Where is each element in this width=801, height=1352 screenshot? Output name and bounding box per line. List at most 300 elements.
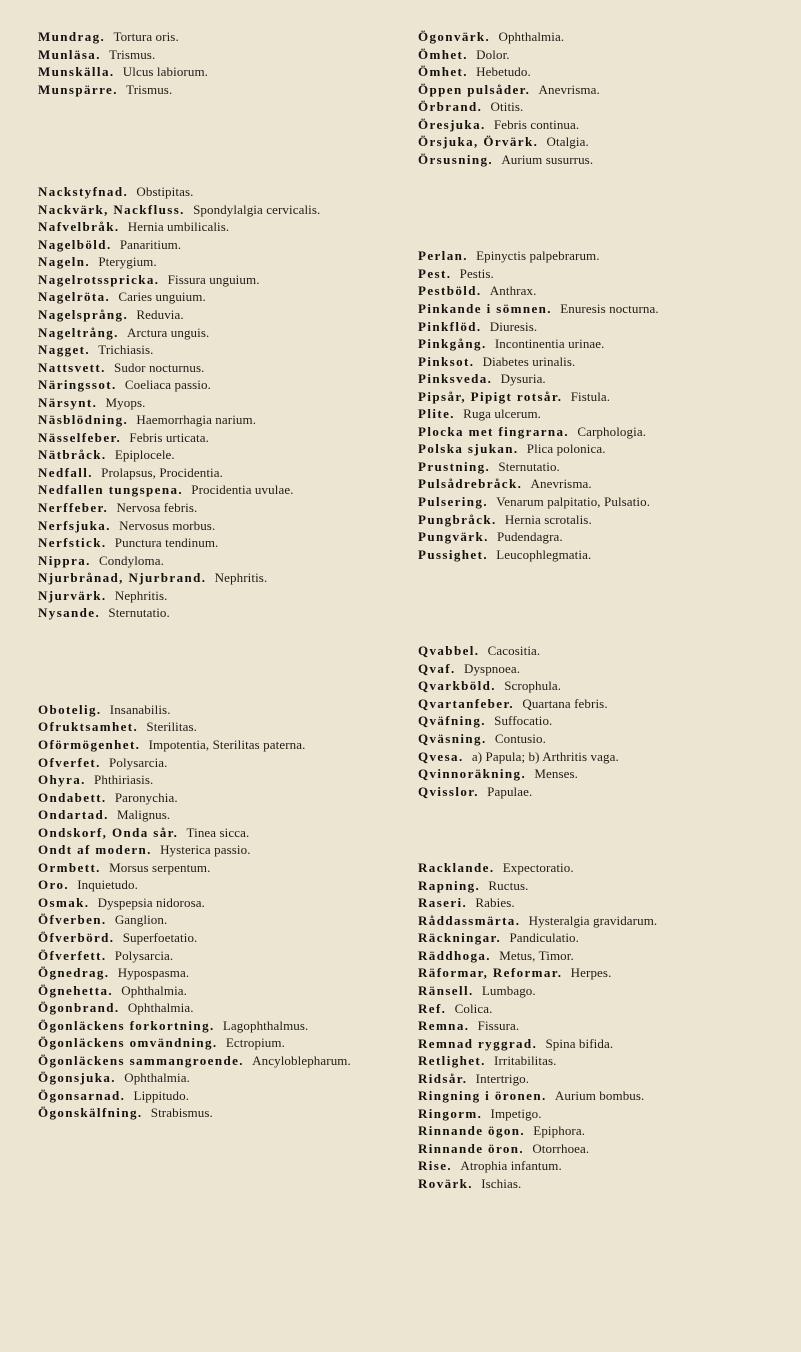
entry-separator bbox=[120, 1000, 123, 1015]
entry-term: Munskälla. bbox=[38, 64, 115, 80]
entry-definition: Ophthalmia. bbox=[127, 1000, 194, 1016]
entry-separator bbox=[69, 877, 72, 892]
entry-separator bbox=[492, 371, 495, 386]
entry-separator bbox=[119, 325, 122, 340]
dictionary-entry bbox=[418, 783, 776, 801]
entry-term: Räckningar. bbox=[418, 930, 502, 946]
dictionary-entry bbox=[38, 754, 396, 772]
entry-term: Ögonvärk. bbox=[418, 29, 491, 44]
entry-separator bbox=[501, 930, 504, 945]
entry-separator bbox=[108, 500, 111, 515]
dictionary-entry bbox=[418, 300, 776, 318]
dictionary-entry bbox=[38, 999, 396, 1017]
entry-term: Remna. bbox=[418, 1018, 470, 1034]
entry-separator bbox=[480, 878, 483, 893]
entry-separator bbox=[486, 117, 489, 132]
entry-term: Nedfall. bbox=[38, 464, 93, 480]
entry-definition: Rabies. bbox=[475, 895, 515, 911]
entry-separator bbox=[107, 790, 110, 805]
entry-term: Näsblödning. bbox=[38, 412, 129, 428]
entry-separator bbox=[493, 152, 496, 167]
entry-term: Ref. bbox=[418, 1000, 447, 1016]
entry-definition: Hysteralgia gravidarum. bbox=[528, 912, 658, 928]
dictionary-entry bbox=[418, 493, 776, 511]
section-gap bbox=[418, 800, 776, 859]
entry-definition: Colica. bbox=[454, 1000, 493, 1016]
dictionary-entry bbox=[418, 765, 776, 783]
entry-term: Ömhet. bbox=[418, 64, 468, 80]
entry-definition: Prolapsus, Procidentia. bbox=[101, 464, 223, 480]
entry-definition: Sternutatio. bbox=[498, 458, 560, 474]
entry-separator bbox=[537, 1036, 540, 1051]
entry-term: Oro. bbox=[38, 877, 69, 893]
entry-definition: Spina bifida. bbox=[545, 1035, 614, 1051]
entry-separator bbox=[569, 424, 572, 439]
entry-separator bbox=[128, 412, 131, 427]
entry-separator bbox=[538, 134, 541, 149]
entry-term: Nagelröta. bbox=[38, 289, 111, 305]
dictionary-entry bbox=[38, 824, 396, 842]
entry-definition: Panaritium. bbox=[119, 236, 182, 252]
entry-definition: Trismus. bbox=[109, 46, 156, 62]
entry-separator bbox=[496, 678, 499, 693]
dictionary-entry bbox=[38, 947, 396, 965]
entry-definition: Reduvia. bbox=[136, 307, 184, 323]
entry-separator bbox=[218, 1035, 221, 1050]
entry-separator bbox=[115, 64, 118, 79]
entry-term: Plocka met fingrarna. bbox=[418, 423, 570, 439]
dictionary-entry bbox=[418, 81, 776, 99]
entry-definition: Hysterica passio. bbox=[160, 842, 251, 858]
dictionary-entry bbox=[38, 183, 396, 201]
entry-separator bbox=[479, 643, 482, 658]
entry-term: Öppen pulsåder. bbox=[418, 81, 531, 97]
entry-term: Nippra. bbox=[38, 552, 91, 568]
entry-separator bbox=[487, 731, 490, 746]
entry-term: Plite. bbox=[418, 406, 455, 422]
entry-definition: Cacositia. bbox=[487, 643, 541, 659]
entry-term: Obotelig. bbox=[38, 701, 102, 717]
entry-separator bbox=[486, 713, 489, 728]
entry-separator bbox=[128, 307, 131, 322]
entry-term: Pinkande i sömnen. bbox=[418, 301, 552, 317]
entry-term: Mundrag. bbox=[38, 29, 106, 44]
entry-definition: Enuresis nocturna. bbox=[560, 301, 659, 317]
entry-separator bbox=[488, 547, 491, 562]
entry-separator bbox=[117, 377, 120, 392]
entry-term: Ringorm. bbox=[418, 1105, 483, 1121]
dictionary-entry bbox=[418, 730, 776, 748]
dictionary-entry bbox=[418, 546, 776, 564]
entry-term: Njurbrånad, Njurbrand. bbox=[38, 570, 207, 586]
dictionary-entry bbox=[38, 81, 396, 99]
entry-term: Rise. bbox=[418, 1158, 453, 1174]
entry-separator bbox=[90, 342, 93, 357]
dictionary-entry bbox=[418, 511, 776, 529]
dictionary-entry bbox=[38, 789, 396, 807]
right-column bbox=[418, 28, 776, 1193]
dictionary-entry bbox=[418, 982, 776, 1000]
entry-definition: Ulcus labiorum. bbox=[122, 64, 209, 80]
dictionary-entry bbox=[38, 771, 396, 789]
entry-separator bbox=[482, 1106, 485, 1121]
entry-definition: Trismus. bbox=[126, 81, 173, 97]
dictionary-entry bbox=[418, 929, 776, 947]
entry-term: Ofverfet. bbox=[38, 754, 101, 770]
entry-term: Pinksveda. bbox=[418, 371, 493, 387]
entry-separator bbox=[469, 1018, 472, 1033]
entry-definition: Myops. bbox=[105, 394, 146, 410]
entry-definition: Ischias. bbox=[481, 1175, 522, 1191]
dictionary-entry bbox=[38, 394, 396, 412]
entry-term: Remnad ryggrad. bbox=[418, 1035, 538, 1051]
dictionary-entry bbox=[38, 718, 396, 736]
entry-term: Nackvärk, Nackfluss. bbox=[38, 201, 185, 217]
section-gap bbox=[418, 168, 776, 247]
entry-definition: Otitis. bbox=[490, 99, 524, 115]
entry-term: Retlighet. bbox=[418, 1053, 486, 1069]
entry-term: Munläsa. bbox=[38, 46, 101, 62]
entry-definition: Lagophthalmus. bbox=[222, 1017, 309, 1033]
dictionary-entry bbox=[38, 552, 396, 570]
entry-term: Qvarkböld. bbox=[418, 678, 496, 694]
entry-term: Pestböld. bbox=[418, 283, 482, 299]
entry-separator bbox=[526, 766, 529, 781]
entry-term: Nysande. bbox=[38, 605, 101, 621]
entry-definition: Papulae. bbox=[487, 783, 533, 799]
entry-term: Ögonläckens omvändning. bbox=[38, 1035, 218, 1051]
entry-definition: Nervosa febris. bbox=[116, 500, 198, 516]
entry-separator bbox=[143, 1105, 146, 1120]
entry-term: Ömhet. bbox=[418, 46, 468, 62]
entry-definition: Haemorrhagia narium. bbox=[136, 412, 257, 428]
dictionary-entry bbox=[38, 569, 396, 587]
entry-group bbox=[418, 28, 776, 168]
entry-term: Nätbråck. bbox=[38, 447, 107, 463]
entry-separator bbox=[97, 395, 100, 410]
entry-definition: Coeliaca passio. bbox=[124, 377, 211, 393]
entry-term: Öfverben. bbox=[38, 912, 107, 928]
dictionary-entry bbox=[418, 318, 776, 336]
entry-term: Nerfsjuka. bbox=[38, 517, 111, 533]
entry-definition: Epiphora. bbox=[533, 1123, 586, 1139]
entry-separator bbox=[520, 913, 523, 928]
entry-group bbox=[38, 28, 396, 98]
dictionary-entry bbox=[418, 1070, 776, 1088]
entry-definition: Otalgia. bbox=[546, 134, 589, 150]
entry-separator bbox=[119, 219, 122, 234]
entry-separator bbox=[486, 1053, 489, 1068]
entry-term: Öfverfett. bbox=[38, 947, 107, 963]
dictionary-entry bbox=[418, 46, 776, 64]
dictionary-entry bbox=[38, 63, 396, 81]
entry-separator bbox=[140, 737, 143, 752]
entry-term: Ögonskälfning. bbox=[38, 1105, 143, 1121]
entry-term: Qvabbel. bbox=[418, 643, 480, 659]
dictionary-entry bbox=[38, 411, 396, 429]
entry-separator bbox=[105, 29, 108, 44]
dictionary-entry bbox=[418, 133, 776, 151]
entry-term: Pulsering. bbox=[418, 494, 488, 510]
entry-definition: Leucophlegmatia. bbox=[496, 546, 592, 562]
dictionary-entry bbox=[38, 464, 396, 482]
entry-separator bbox=[152, 842, 155, 857]
entry-separator bbox=[86, 772, 89, 787]
entry-separator bbox=[138, 719, 141, 734]
dictionary-entry bbox=[38, 929, 396, 947]
entry-group bbox=[418, 642, 776, 800]
entry-term: Rapning. bbox=[418, 877, 481, 893]
entry-term: Polska sjukan. bbox=[418, 441, 519, 457]
dictionary-entry bbox=[38, 604, 396, 622]
entry-term: Ridsår. bbox=[418, 1070, 468, 1086]
entry-separator bbox=[491, 948, 494, 963]
section-gap bbox=[418, 563, 776, 642]
entry-term: Ögonläckens sammangroende. bbox=[38, 1052, 244, 1068]
dictionary-entry bbox=[418, 1140, 776, 1158]
dictionary-entry bbox=[38, 1104, 396, 1122]
entry-separator bbox=[467, 1071, 470, 1086]
entry-term: Njurvärk. bbox=[38, 587, 107, 603]
entry-term: Pussighet. bbox=[418, 546, 488, 562]
entry-separator bbox=[494, 860, 497, 875]
entry-definition: Plica polonica. bbox=[526, 441, 606, 457]
entry-separator bbox=[519, 441, 522, 456]
entry-term: Nerfstick. bbox=[38, 535, 107, 551]
entry-term: Ränsell. bbox=[418, 982, 474, 998]
entry-term: Qväsning. bbox=[418, 730, 487, 746]
dictionary-entry bbox=[418, 660, 776, 678]
entry-separator bbox=[446, 1001, 449, 1016]
entry-separator bbox=[489, 529, 492, 544]
dictionary-entry bbox=[418, 1017, 776, 1035]
entry-definition: Polysarcia. bbox=[109, 754, 168, 770]
dictionary-entry bbox=[38, 964, 396, 982]
entry-definition: Phthiriasis. bbox=[94, 772, 154, 788]
dictionary-entry bbox=[418, 947, 776, 965]
entry-definition: Febris continua. bbox=[493, 116, 580, 132]
entry-term: Öfverbörd. bbox=[38, 929, 115, 945]
entry-group bbox=[418, 247, 776, 563]
entry-definition: Impetigo. bbox=[490, 1105, 542, 1121]
entry-definition: Punctura tendinum. bbox=[114, 535, 219, 551]
entry-separator bbox=[530, 82, 533, 97]
dictionary-entry bbox=[38, 236, 396, 254]
entry-definition: Venarum palpitatio, Pulsatio. bbox=[496, 494, 651, 510]
entry-definition: Intertrigo. bbox=[475, 1070, 530, 1086]
entry-definition: Pandiculatio. bbox=[509, 930, 579, 946]
entry-separator bbox=[464, 749, 467, 764]
entry-separator bbox=[562, 965, 565, 980]
entry-definition: Obstipitas. bbox=[136, 184, 194, 200]
entry-term: Raseri. bbox=[418, 895, 468, 911]
dictionary-entry bbox=[418, 877, 776, 895]
section-gap bbox=[38, 98, 396, 183]
dictionary-entry bbox=[418, 353, 776, 371]
entry-definition: Pudendagra. bbox=[497, 529, 563, 545]
entry-separator bbox=[482, 99, 485, 114]
entry-separator bbox=[114, 930, 117, 945]
entry-term: Rinnande öron. bbox=[418, 1140, 525, 1156]
entry-definition: Hypospasma. bbox=[117, 965, 190, 981]
dictionary-entry bbox=[38, 1034, 396, 1052]
entry-definition: Ructus. bbox=[488, 877, 529, 893]
entry-separator bbox=[562, 389, 565, 404]
entry-separator bbox=[107, 535, 110, 550]
entry-separator bbox=[102, 702, 105, 717]
dictionary-entry bbox=[38, 894, 396, 912]
entry-term: Qvaf. bbox=[418, 660, 456, 676]
dictionary-entry bbox=[418, 28, 776, 46]
entry-term: Ormbett. bbox=[38, 859, 101, 875]
entry-definition: Ophthalmia. bbox=[124, 1070, 190, 1086]
entry-definition: Ophthalmia. bbox=[498, 29, 565, 44]
dictionary-entry bbox=[418, 423, 776, 441]
entry-term: Pipsår, Pipigt rotsår. bbox=[418, 388, 563, 404]
entry-term: Ögonsjuka. bbox=[38, 1070, 116, 1086]
entry-definition: Hebetudo. bbox=[476, 64, 531, 80]
entry-separator bbox=[490, 459, 493, 474]
entry-group bbox=[38, 183, 396, 622]
entry-term: Nattsvett. bbox=[38, 359, 106, 375]
entry-term: Nerffeber. bbox=[38, 500, 109, 516]
entry-separator bbox=[547, 1088, 550, 1103]
dictionary-entry bbox=[38, 341, 396, 359]
entry-separator bbox=[110, 289, 113, 304]
entry-term: Ögnehetta. bbox=[38, 982, 114, 998]
entry-separator bbox=[113, 983, 116, 998]
entry-separator bbox=[456, 661, 459, 676]
entry-group bbox=[418, 859, 776, 1192]
entry-definition: Hernia umbilicalis. bbox=[127, 219, 230, 235]
entry-term: Örsjuka, Örvärk. bbox=[418, 134, 539, 150]
entry-separator bbox=[107, 447, 110, 462]
entry-definition: Nephritis. bbox=[214, 570, 268, 586]
entry-separator bbox=[178, 825, 181, 840]
dictionary-entry bbox=[418, 151, 776, 169]
dictionary-entry bbox=[38, 499, 396, 517]
entry-term: Närsynt. bbox=[38, 394, 98, 410]
entry-term: Pungvärk. bbox=[418, 529, 489, 545]
entry-definition: Herpes. bbox=[570, 965, 612, 981]
entry-definition: Atrophia infantum. bbox=[460, 1158, 562, 1174]
entry-separator bbox=[101, 755, 104, 770]
entry-term: Råddassmärta. bbox=[418, 912, 521, 928]
entry-separator bbox=[482, 283, 485, 298]
dictionary-entry bbox=[418, 475, 776, 493]
entry-definition: Epiplocele. bbox=[114, 447, 175, 463]
entry-term: Örbrand. bbox=[418, 99, 483, 115]
entry-separator bbox=[121, 430, 124, 445]
entry-term: Ohyra. bbox=[38, 772, 86, 788]
entry-term: Näringssot. bbox=[38, 377, 117, 393]
dictionary-entry bbox=[418, 1035, 776, 1053]
entry-definition: Carphologia. bbox=[577, 423, 647, 439]
dictionary-entry bbox=[38, 911, 396, 929]
entry-definition: Sudor nocturnus. bbox=[114, 359, 205, 375]
entry-definition: Ectropium. bbox=[225, 1035, 285, 1051]
entry-separator bbox=[101, 47, 104, 62]
entry-separator bbox=[101, 860, 104, 875]
dictionary-entry bbox=[38, 701, 396, 719]
entry-separator bbox=[479, 784, 482, 799]
entry-separator bbox=[116, 1070, 119, 1085]
entry-term: Ögnedrag. bbox=[38, 965, 110, 981]
entry-term: Nagelböld. bbox=[38, 236, 112, 252]
entry-definition: Spondylalgia cervicalis. bbox=[193, 201, 321, 217]
dictionary-entry bbox=[38, 429, 396, 447]
entry-separator bbox=[244, 1053, 247, 1068]
dictionary-entry bbox=[38, 1087, 396, 1105]
entry-term: Pinkgång. bbox=[418, 336, 487, 352]
dictionary-entry bbox=[38, 517, 396, 535]
entry-definition: Diuresis. bbox=[489, 318, 538, 334]
dictionary-entry bbox=[38, 324, 396, 342]
entry-term: Pinksot. bbox=[418, 353, 475, 369]
entry-term: Qvinnoräkning. bbox=[418, 766, 527, 782]
entry-separator bbox=[106, 360, 109, 375]
entry-definition: Dolor. bbox=[476, 46, 510, 62]
entry-term: Oförmögenhet. bbox=[38, 736, 141, 752]
entry-term: Örsusning. bbox=[418, 151, 494, 167]
dictionary-entry bbox=[38, 736, 396, 754]
dictionary-entry bbox=[418, 859, 776, 877]
entry-separator bbox=[474, 354, 477, 369]
entry-definition: Tortura oris. bbox=[113, 29, 179, 44]
dictionary-entry bbox=[38, 1052, 396, 1070]
dictionary-entry bbox=[418, 1105, 776, 1123]
entry-separator bbox=[91, 553, 94, 568]
entry-definition: Aurium bombus. bbox=[554, 1088, 645, 1104]
entry-definition: Paronychia. bbox=[114, 789, 178, 805]
entry-term: Nässelfeber. bbox=[38, 429, 122, 445]
entry-term: Qvesa. bbox=[418, 748, 464, 764]
dictionary-entry bbox=[418, 528, 776, 546]
entry-term: Pinkflöd. bbox=[418, 318, 482, 334]
section-gap bbox=[38, 622, 396, 701]
entry-separator bbox=[455, 406, 458, 421]
entry-definition: Procidentia uvulae. bbox=[191, 482, 294, 498]
dictionary-entry bbox=[38, 806, 396, 824]
entry-term: Nackstyfnad. bbox=[38, 184, 129, 200]
entry-separator bbox=[93, 465, 96, 480]
entry-term: Nageltrång. bbox=[38, 324, 119, 340]
entry-separator bbox=[118, 82, 121, 97]
entry-separator bbox=[452, 1158, 455, 1173]
dictionary-entry bbox=[418, 370, 776, 388]
entry-definition: Dyspnoea. bbox=[463, 660, 521, 676]
dictionary-entry bbox=[418, 1157, 776, 1175]
dictionary-entry bbox=[418, 964, 776, 982]
entry-separator bbox=[90, 254, 93, 269]
entry-term: Racklande. bbox=[418, 860, 495, 876]
dictionary-entry bbox=[418, 912, 776, 930]
dictionary-entry bbox=[418, 405, 776, 423]
entry-definition: Incontinentia urinae. bbox=[494, 336, 605, 352]
entry-definition: Sternutatio. bbox=[108, 605, 170, 621]
entry-separator bbox=[128, 184, 131, 199]
entry-term: Nafvelbråk. bbox=[38, 219, 120, 235]
entry-separator bbox=[468, 47, 471, 62]
entry-separator bbox=[497, 512, 500, 527]
entry-separator bbox=[109, 965, 112, 980]
entry-separator bbox=[109, 807, 112, 822]
entry-separator bbox=[89, 895, 92, 910]
entry-separator bbox=[482, 319, 485, 334]
entry-separator bbox=[474, 983, 477, 998]
dictionary-entry bbox=[418, 1087, 776, 1105]
entry-definition: Lippitudo. bbox=[133, 1087, 190, 1103]
